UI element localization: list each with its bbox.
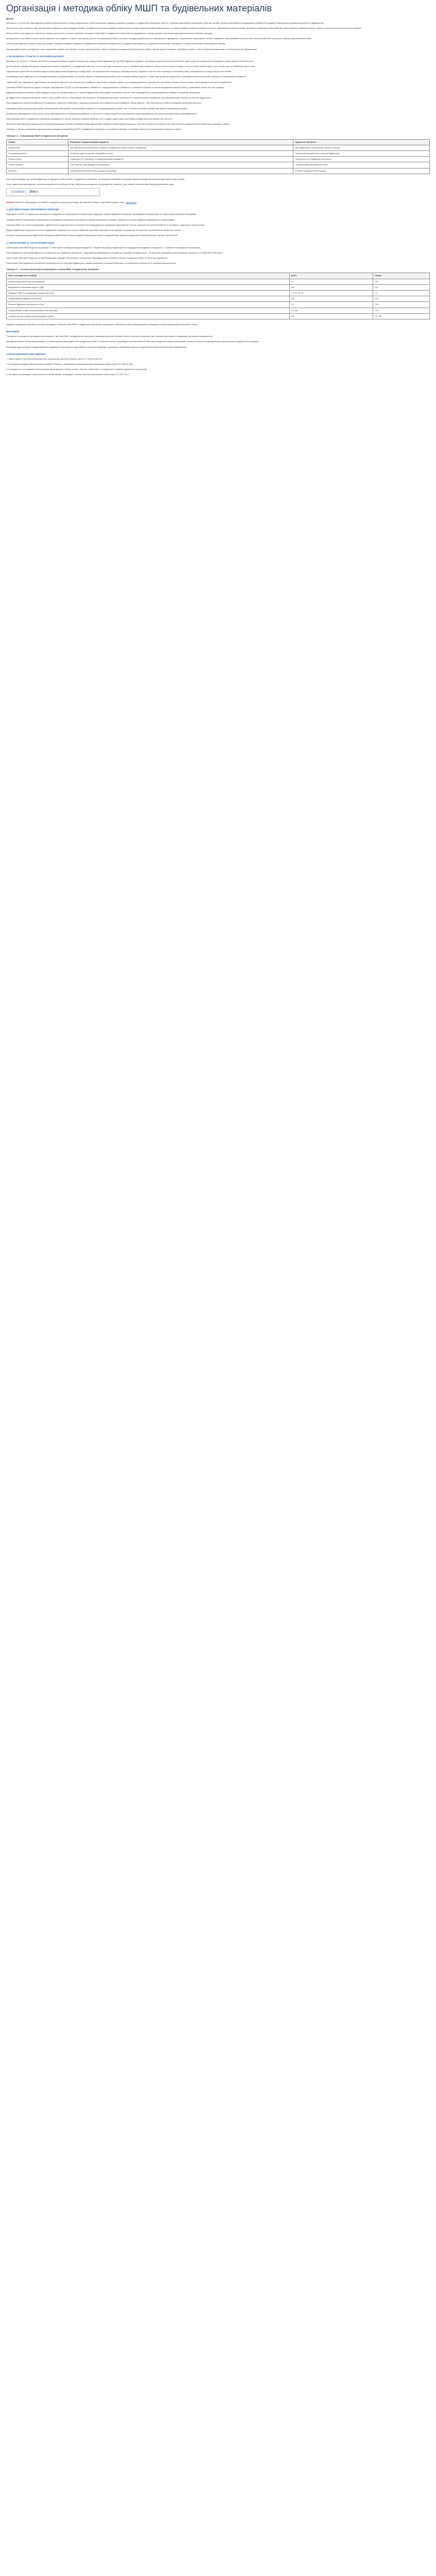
table-cell: Спосіб списання xyxy=(7,162,68,168)
section-heading: СПИСОК ВИКОРИСТАНИХ ДЖЕРЕЛ xyxy=(6,352,46,355)
paragraph: Дані таблиці свідчать про суттєві відмінності в підходах до обліку МШП та будівельних матеріалів, що зумовлює необхідність розробки окремих методичних положень для кожної групи активів. xyxy=(6,177,185,180)
paragraph: Для удосконалення обліку запропоновано: уточнити вартісну межу віднесення предметів до МШП в обліковій політиці, запровадити автоматизований облік руху предметів у місцях експлуатації, посилити контроль за дотриманням норм витрачання будівельних матеріалів. xyxy=(6,340,259,343)
column-header: Будівельні матеріали xyxy=(293,139,430,145)
table-row xyxy=(7,151,430,157)
table-cell: 22, 205 xyxy=(289,308,373,313)
table-cell: Призначення xyxy=(7,145,68,150)
table-cell: Не більше одного року або операційного циклу xyxy=(68,151,293,157)
paragraph: Передача МШП в експлуатацію оформлюється накладними на внутрішнє переміщення, відомостями видачі спецодягу, спецвзуття та інших предметів індивідуального користування. xyxy=(6,218,176,221)
table-cell: Списано будівельні матеріали на об'єкт xyxy=(7,302,290,308)
table-of-contents xyxy=(6,188,100,196)
paragraph: Для досягнення поставленої мети в роботі вирішено такі завдання: розкрито економічну сутність та класифікацію МШП; розглянуто порядок документального оформлення надходження, внутрішнього переміщення і вибуття предметів; проаналізовано синтетичний та аналітичний облік; визначено напрями удосконалення обліку. xyxy=(6,37,312,40)
paragraph: Облік будівельних матеріалів ведеться на субрахунку 205 «Будівельні матеріали». Надходження відображається за дебетом, списання на будівництво – за кредитом субрахунку у кореспонденції з рахунком 15 «Капітальні інвестиції». xyxy=(6,251,223,254)
table-row xyxy=(7,284,430,290)
table-cell: Передано МШП в експлуатацію (списано вартість) xyxy=(7,290,290,296)
table-header-row xyxy=(7,139,430,145)
paragraph: Отже, правильна класифікація є основою раціональної організації обліку, забезпечує достовірність інформації про наявність і рух запасів та сприяє ефективному управлінню ними. xyxy=(6,183,175,186)
section-heading: 2. ДОКУМЕНТАЛЬНЕ ОФОРМЛЕННЯ ОПЕРАЦІЙ xyxy=(6,208,59,211)
column-header: Кредит xyxy=(373,273,430,279)
table-cell: 100% вартості при передачі в експлуатацію xyxy=(68,162,293,168)
paragraph: Підприємство самостійно встановлює вартісну межу віднесення предметів до складу МШП, яка закріплюється в наказі про облікову політику. Предмети, вартість яких перевищує встановлену межу, обліковуються у складі необоротних активів. xyxy=(6,70,232,73)
table-cell: 205 xyxy=(373,302,430,308)
paragraph: Синтетичний облік МШП ведеться на рахунку 22 «Малоцінні та швидкозношувані предмети». За дебетом рахунку відображається надходження предметів, за кредитом – їх вибуття та передача в експлуатацію. xyxy=(6,246,201,249)
promo-text: Розмістіть свій документ на wikiWiki і отримуйте дохід від переглядів. Допомагайте іншим та заробляйте разом з нами. xyxy=(14,201,126,204)
table-cell: Оприбутковано МШП від постачальника xyxy=(7,279,290,284)
page-title: Організація і методика обліку МШП та будівельних матеріалів xyxy=(6,3,272,13)
toc-toggle-link[interactable]: [ Сховати ] xyxy=(11,190,26,194)
table-cell: 205 xyxy=(289,296,373,302)
table-cell: Субрахунок 22 «Малоцінні та швидкозношувані предмети» xyxy=(68,157,293,162)
paragraph: 2. Положення (стандарт) бухгалтерського обліку 9 «Запаси», затверджене наказом Міністерства фінансів України від 20.10.1999 № 246. xyxy=(6,362,133,365)
table-cell: Відображено податковий кредит з ПДВ xyxy=(7,284,290,290)
table-cell: Оприбутковано будівельні матеріали xyxy=(7,296,290,302)
table-row xyxy=(7,296,430,302)
data-table xyxy=(6,273,430,319)
table-caption: Таблиця 1.1 – Класифікація МШП та будівельних матеріалів xyxy=(6,134,68,137)
paragraph: До малоцінних і швидкозношуваних предметів належать: інструменти, господарський інвентар, спеціальний одяг, спеціальне взуття, запобіжні пристосування, тимчасові (нетитульні) споруди, пристрої та інші засоби праці, строк служби яких не перевищує одного року. xyxy=(6,65,255,68)
paragraph: Важливою і в той же час найскладнішою ділянкою бухгалтерського обліку підприємства є облік малоцінних і швидкозношуваних предметів та будівельних матеріалів. Від того, наскільки раціонально організовано облік цих активів, залежить достовірність формування собівартості продукції та фінансових результатів діяльності підприємства. xyxy=(6,21,324,24)
column-header: Зміст господарської операції xyxy=(7,273,290,279)
paragraph: 4. Методичні рекомендації з бухгалтерського обліку запасів, затверджені наказом Міністерства фінансів України від 10.01.2007 № 2. xyxy=(6,373,130,376)
table-row xyxy=(7,313,430,319)
table-cell: 631 xyxy=(373,296,430,302)
paragraph: Важливим елементом організації обліку є встановлення норм запасів, які дозволяють уникнути як понаднормативних запасів, так і їх нестачі, що може призвести до зупинки виробничого процесу. xyxy=(6,107,188,110)
table-cell: Для будівництва, реконструкції і ремонту об'єктів xyxy=(293,145,430,150)
paragraph: Метою роботи є дослідження теоретичних засад та практичних аспектів організації і методики обліку МШП та будівельних матеріалів на підприємстві, а також розробка пропозицій щодо вдосконалення облікових процедур. xyxy=(6,32,213,35)
paragraph: Об'єктом дослідження є процес обліку малоцінних і швидкозношуваних предметів та будівельних матеріалів на підприємстві. Предметом дослідження є сукупність теоретичних, методичних та практичних питань обліку вказаних активів. xyxy=(6,42,226,45)
table-cell: 22 xyxy=(373,290,430,296)
paragraph: Результати інвентаризації оформлюються інвентаризаційними описами та порівняльними відомостями. Виявлені лишки оприбутковуються, а нестачі списуються на винних осіб або на витрати підприємства в межах норм природного убутку. xyxy=(6,123,230,126)
toc-label: Зміст xyxy=(29,190,39,194)
table-cell: 641 xyxy=(289,284,373,290)
table-cell: 22 xyxy=(289,279,373,284)
table-cell: Строк використання xyxy=(7,151,68,157)
paragraph: Наведені проведення охоплюють основні господарські операції з руху МШП та будівельних матеріалів і дозволяють забезпечити повноту відображення інформації в системі рахунків бухгалтерського обліку. xyxy=(6,323,198,326)
paragraph: Оцінка МШП при надходженні здійснюється за первісною вартістю, яка включає ціну придбання, ввізне мито, непрямі податки, що не відшкодовуються, транспортно-заготівельні витрати та інші витрати, безпосередньо пов'язані з придбанням. xyxy=(6,80,232,83)
paragraph: Інвентаризація МШП та будівельних матеріалів проводиться в строки, визначені наказом керівника, але не рідше одного разу на рік перед складанням річної фінансової звітності. xyxy=(6,117,173,121)
paragraph: Надходження МШП та будівельних матеріалів на підприємство оформлюється прибутковими ордерами, актами приймання матеріалів, накладними постачальників та товарно-транспортними накладними. xyxy=(6,213,197,216)
table-cell: 22, 205 xyxy=(373,313,430,319)
section-heading: 1. ЕКОНОМІЧНА СУТНІСТЬ ТА КЛАСИФІКАЦІЯ МШП xyxy=(6,55,64,58)
document-body xyxy=(6,18,430,377)
table-cell: Кількісно-сумовий облік на складі xyxy=(293,168,430,174)
table-cell: 719 xyxy=(373,308,430,313)
section-heading: 3. СИНТЕТИЧНИЙ ТА АНАЛІТИЧНИЙ ОБЛІК xyxy=(6,241,55,244)
table-cell: Субрахунок 205 «Будівельні матеріали» xyxy=(293,157,430,162)
table-caption: Таблиця 3.1 – Основні бухгалтерські проведення з обліку МШП та будівельних матеріалів xyxy=(6,268,99,271)
paragraph: Інформаційною базою дослідження стали нормативно-правові акти України з питань бухгалтерського обліку, положення (стандарти) бухгалтерського обліку, наукові праці вітчизняних і зарубіжних учених, а також первинна документація та облікові регістри підприємства. xyxy=(6,47,257,50)
section-heading: ВИСНОВКИ xyxy=(6,330,20,333)
paragraph: Реалізація запропонованих заходів дозволить підвищити оперативність і достовірність облікової інформації, забезпечити збереження майна та раціональне використання ресурсів підприємства. xyxy=(6,345,187,348)
paragraph: Матеріально відповідальні особи несуть повну відповідальність за збереження довірених їм цінностей, з ними укладаються договори про повну індивідуальну або колективну матеріальну відповідальність. xyxy=(6,112,198,115)
promo-brand: wikiWiki xyxy=(6,201,14,204)
table-cell: Контроль xyxy=(7,168,68,174)
table-row xyxy=(7,145,430,150)
table-row xyxy=(7,279,430,284)
table-cell: 23, 91, 92, 93 xyxy=(289,290,373,296)
table-cell: Списано нестачу в межах норм природного убутку xyxy=(7,313,290,319)
table-row xyxy=(7,290,430,296)
table-row xyxy=(7,308,430,313)
table-cell: 947 xyxy=(289,313,373,319)
paragraph: Контроль за використанням будівельних матеріалів здійснюється шляхом порівняння фактичних витрат з нормативними, виявлення відхилень та встановлення їх причин і винних осіб. xyxy=(6,234,178,237)
paragraph: У результаті проведеного дослідження встановлено, що облік МШП та будівельних матеріалів є важливою ділянкою облікової роботи, від якості організації якої залежить достовірність інформації про витрати підприємства. xyxy=(6,335,213,338)
table-row xyxy=(7,302,430,308)
table-row xyxy=(7,168,430,174)
paragraph: До будівельних матеріалів належать: цемент, пісок, щебінь, цегла, лісоматеріали, металопрокат, лакофарбові матеріали, сантехнічне та електротехнічне обладнання, що призначене для монтажу на об'єктах будівництва. xyxy=(6,96,212,99)
table-cell: Оприбутковано лишки за результатами інвентаризації xyxy=(7,308,290,313)
paragraph: Аналітичний облік будівельних матеріалів організовується за об'єктами будівництва, видами матеріалів та місцями зберігання, що забезпечує контроль за їх цільовим використанням. xyxy=(6,262,177,265)
table-cell: 631 xyxy=(373,279,430,284)
data-table xyxy=(6,139,430,174)
paragraph: Відпуск будівельних матеріалів на об'єкти будівництва оформлюється лімітно-забірними картками, вимогами та накладними, що дозволяє контролювати дотримання встановлених лімітів. xyxy=(6,229,181,232)
table-row xyxy=(7,157,430,162)
paragraph: Класифікація МШП здійснюється за різними ознаками: за призначенням, за строком служби, за місцем використання та за способом списання вартості. Такий поділ дозволяє раціонально організувати аналітичний облік і контроль за збереженням предметів. xyxy=(6,75,247,78)
subheading: ВСТУП xyxy=(6,17,13,20)
table-cell: 631 xyxy=(373,284,430,290)
table-cell: 15 xyxy=(289,302,373,308)
paragraph: Облік будівельних матеріалів ведеться в натуральних і вартісних показниках. Натуральні показники застосовуються для складського обліку, вартісні – для синтетичного обліку та складання фінансової звітності. xyxy=(6,101,202,105)
table-row xyxy=(7,162,430,168)
paragraph: При вибутті МШП оцінюються одним із методів, передбачених П(С)БО 9: ідентифікованої собівартості, середньозваженої собівартості, собівартості перших за часом надходження запасів (ФІФО), нормативних затрат або ціни продажу. xyxy=(6,86,224,89)
column-header: Малоцінні і швидкозношувані предмети xyxy=(68,139,293,145)
page xyxy=(0,0,436,394)
paragraph: Будівельні матеріали являють собою предмети праці, що використовуються в процесі будівництва, реконструкції та ремонту об'єктів. Вони обліковуються у складі виробничих запасів на окремому субрахунку. xyxy=(6,91,200,94)
column-header: Дебет xyxy=(289,273,373,279)
column-header: Ознака xyxy=(7,139,68,145)
paragraph: 3. Інструкція про застосування Плану рахунків бухгалтерського обліку активів, капіталу, зобов'язань і господарських операцій підприємств і організацій. xyxy=(6,368,147,371)
paragraph: Відповідно до П(С)БО 9 «Запаси» малоцінні та швидкозношувані предмети належать до складу запасів підприємства. До МШП відносять предмети, що використовуються протягом не більше одного року або нормального операційного циклу, якщо він більший за рік. xyxy=(6,59,254,62)
table-header-row xyxy=(7,273,430,279)
paragraph: Таблиця 1.1 містить порівняльну характеристику підходів до класифікації МШП та будівельних матеріалів за основними ознаками, що використовуються у практиці бухгалтерського обліку. xyxy=(6,128,181,131)
table-cell: Оперативний кількісний облік у місцях експлуатації xyxy=(68,168,293,174)
paragraph: Аналітичний облік МШП ведеться за найменуваннями, місцями експлуатації та матеріально відповідальними особами в картках складського обліку та оборотних відомостях. xyxy=(6,256,168,259)
table-cell: За фактичними витратами на об'єкт xyxy=(293,162,430,168)
paragraph: Актуальність теми полягає в тому, що малоцінні і швидкозношувані предмети (МШП) та будівельні матеріали займають значну частку у складі оборотних активів підприємства, а їх облік потребує постійного контролю за рухом, збереженням і використанням. Правильна організація обліку МШП дає змогу своєчасно виявляти нестачі, лишки та нераціональне використання ресурсів. xyxy=(6,26,362,29)
table-cell: Для забезпечення виробничого процесу, господарських потреб, захисту працівників xyxy=(68,145,293,150)
promo-link[interactable]: Детальніше xyxy=(126,201,137,204)
table-cell: Рахунок обліку xyxy=(7,157,68,162)
paragraph: 1. Закон України «Про бухгалтерський облік та фінансову звітність в Україні» від 16.07.1999 № 996-XIV. xyxy=(6,357,102,360)
toc-header xyxy=(7,189,99,196)
paragraph: Списання МШП, що стали непридатними, здійснюється на підставі актів на списання, які затверджуються керівником підприємства. В актах зазначаються причини вибуття та можливість подальшого використання. xyxy=(6,223,205,226)
table-cell: Одноразове використання у процесі будівництва xyxy=(293,151,430,157)
promo-line xyxy=(6,200,430,204)
